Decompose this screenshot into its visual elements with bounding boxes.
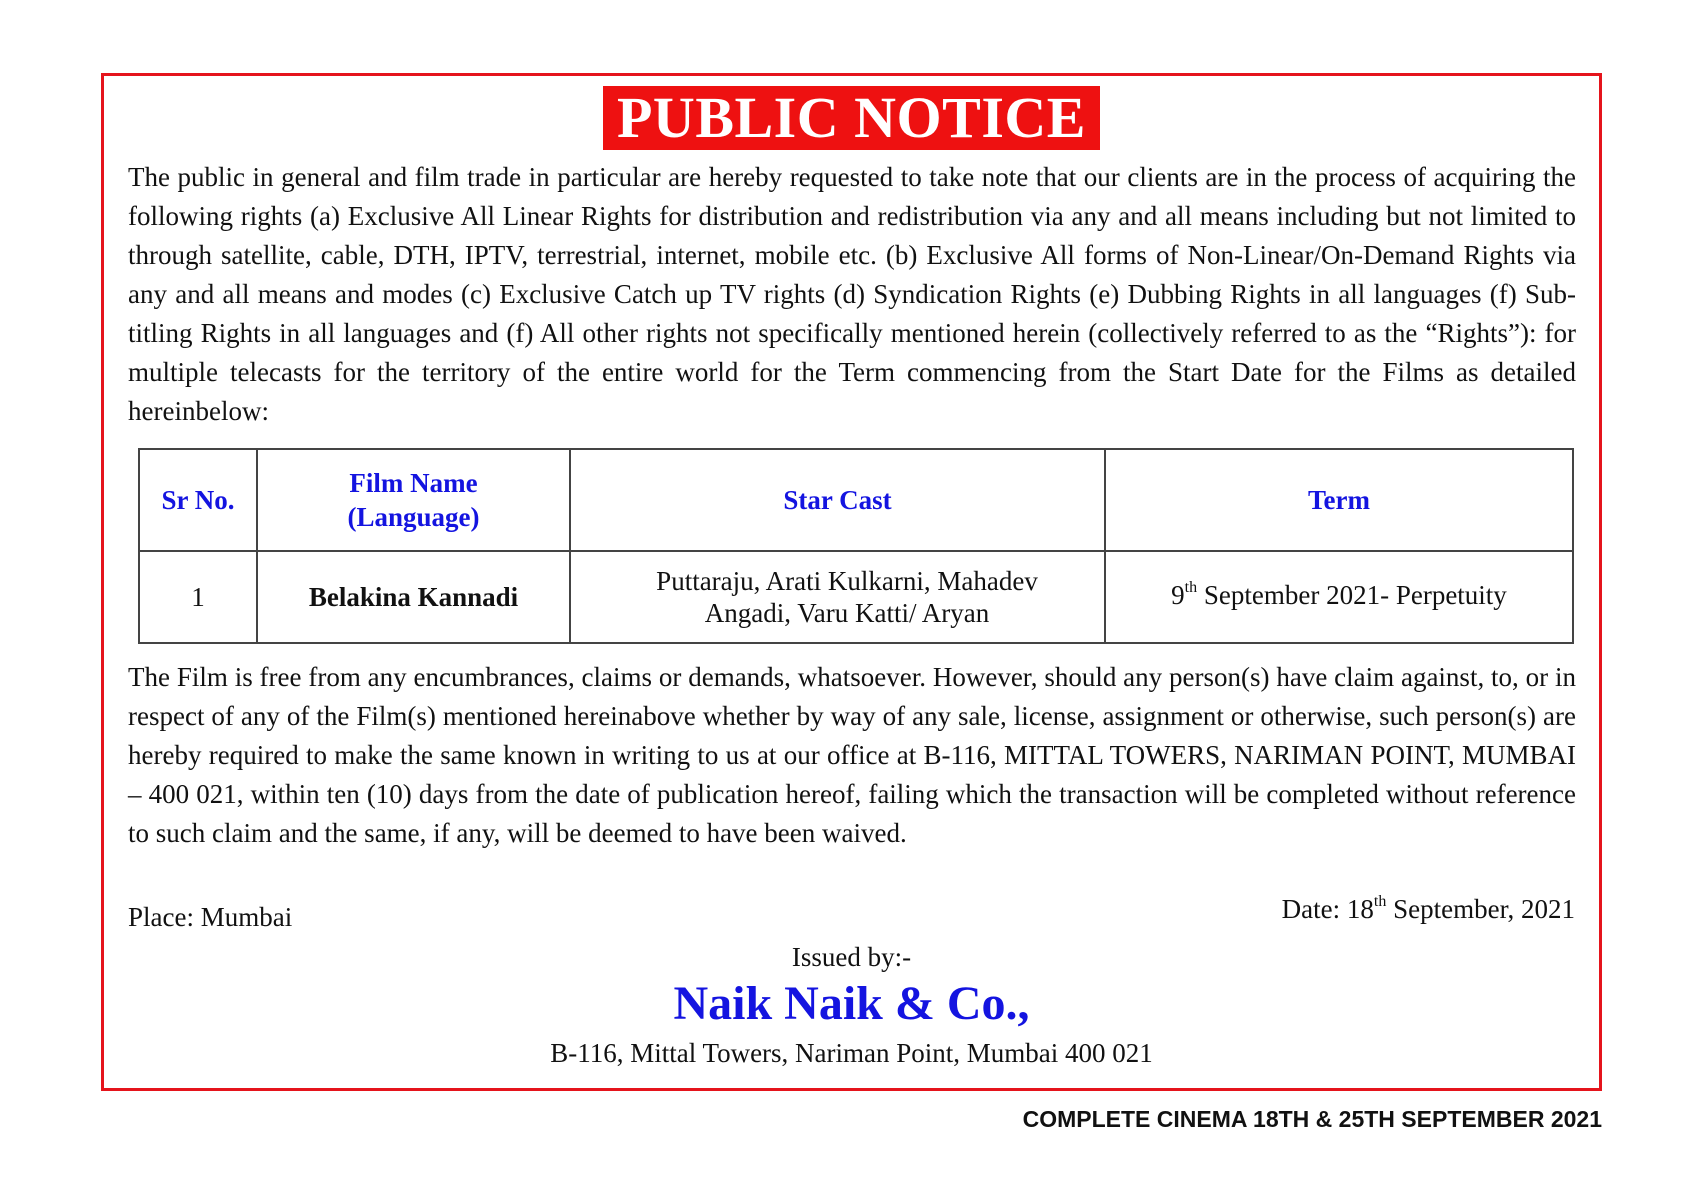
date-prefix: Date: 18	[1281, 894, 1374, 924]
films-table	[138, 448, 1574, 644]
term-day-suffix: th	[1184, 578, 1198, 596]
cell-film-name: Belakina Kannadi	[257, 551, 570, 643]
term-day: 9	[1171, 579, 1185, 610]
header-film-name	[257, 449, 570, 551]
place-line: Place: Mumbai	[128, 902, 293, 932]
issued-by-label: Issued by:-	[791, 942, 912, 972]
title-wrapper	[104, 86, 1599, 150]
date-suffix: th	[1373, 893, 1387, 910]
public-notice-box	[101, 73, 1602, 1091]
term-rest: September 2021- Perpetuity	[1197, 579, 1507, 610]
cell-star-cast	[570, 551, 1105, 643]
date-rest: September, 2021	[1386, 894, 1575, 924]
table-header-row	[139, 449, 1573, 551]
table-row	[139, 551, 1573, 643]
header-film-name-line2: (Language)	[347, 502, 480, 532]
claims-paragraph: The Film is free from any encumbrances, claims or demands, whatsoever. However, should any person(s) have claim against, to, or in respect of any of the Film(s) mentioned hereinabove whether by way of any sale, license, assignment or otherwise, such person(s) are hereby required to make the same known in writing to us at our office at B-116, MITTAL TOWERS, NARIMAN POINT, MUMBAI – 400 021, within ten (10) days from the date of publication hereof, failing which the transaction will be completed without reference to such claim and the same, if any, will be deemed to have been waived.	[128, 662, 1576, 848]
header-film-name-line1: Film Name	[349, 468, 478, 498]
issuer-address: B-116, Mittal Towers, Nariman Point, Mumbai 400 021	[550, 1038, 1153, 1068]
intro-paragraph: The public in general and film trade in particular are hereby requested to take note that our clients are in the process of acquiring the following rights (a) Exclusive All Linear Rights for distribution and redistribution via any and all means including but not limited to through satellite, cable, DTH, IPTV, terrestrial, internet, mobile etc. (b) Exclusive All forms of Non-Linear/On-Demand Rights via any and all means and modes (c) Exclusive Catch up TV rights (d) Syndication Rights (e) Dubbing Rights in all languages (f) Sub-titling Rights in all languages and (f) All other rights not specifically mentioned herein (collectively referred to as the “Rights”): for multiple telecasts for the territory of the entire world for the Term commencing from the Start Date for the Films as detailed hereinbelow:	[128, 162, 1576, 426]
header-star-cast: Star Cast	[570, 449, 1105, 551]
cell-sr-no: 1	[139, 551, 257, 643]
issuer-name: Naik Naik & Co.,	[673, 977, 1030, 1030]
date-line	[1282, 894, 1575, 925]
cast-line2: Angadi, Varu Katti/ Aryan	[704, 598, 990, 628]
header-term: Term	[1105, 449, 1573, 551]
header-sr-no: Sr No.	[139, 449, 257, 551]
notice-title: PUBLIC NOTICE	[603, 86, 1100, 150]
cell-term	[1105, 551, 1573, 643]
cast-line1: Puttaraju, Arati Kulkarni, Mahadev	[656, 566, 1038, 596]
publication-footer: COMPLETE CINEMA 18TH & 25TH SEPTEMBER 2021	[1022, 1106, 1602, 1132]
